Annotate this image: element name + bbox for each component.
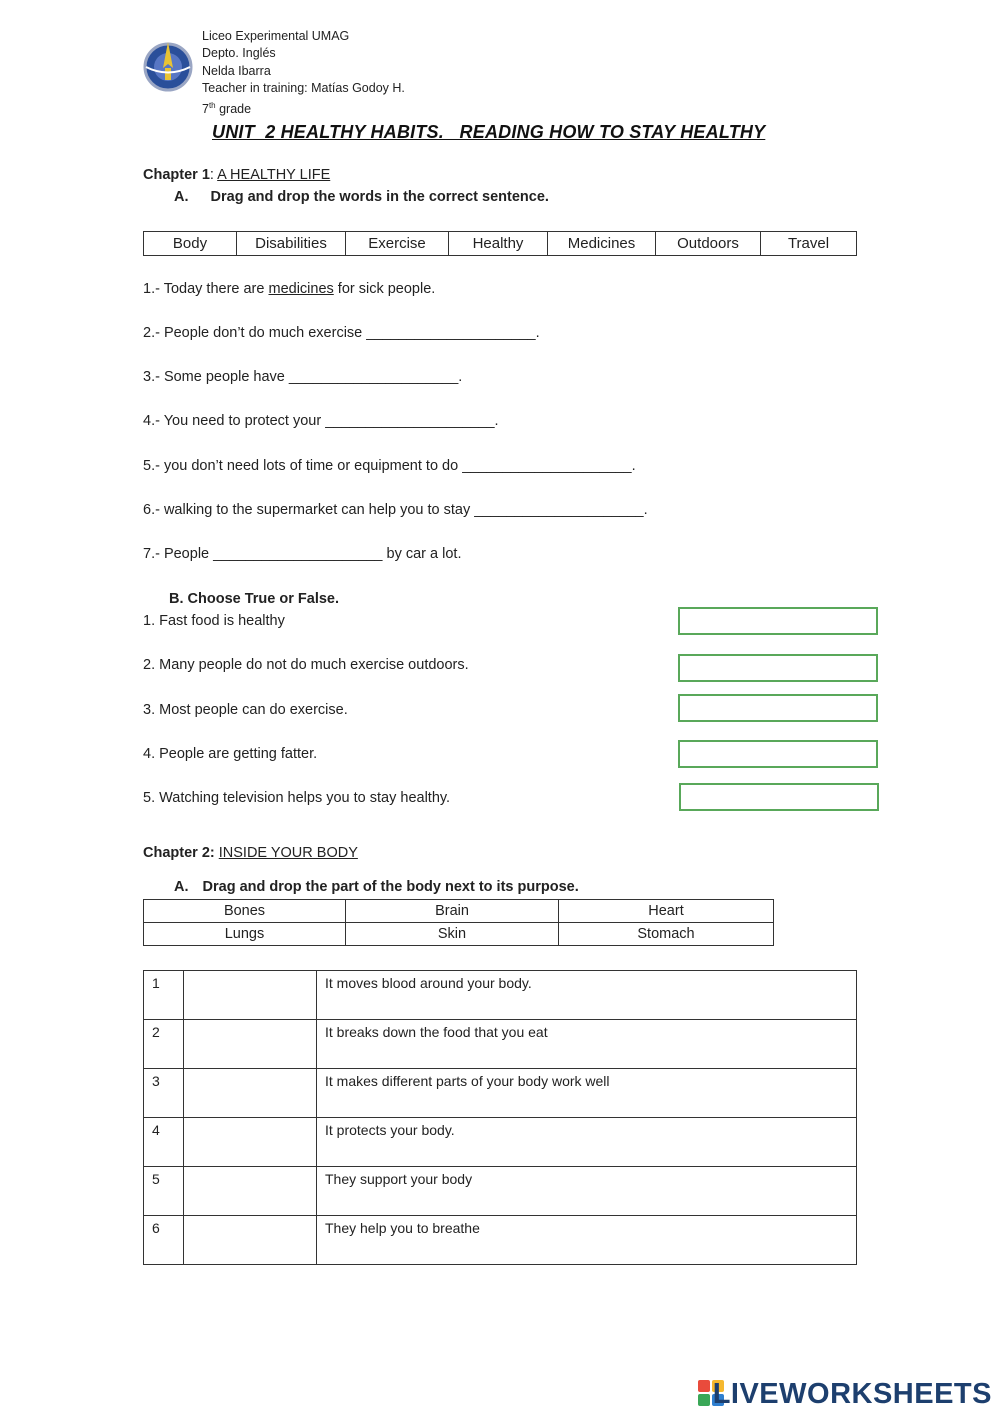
purpose-text: They support your body: [317, 1167, 857, 1216]
tf-statement: 3. Most people can do exercise.: [143, 702, 348, 718]
tf-statement: 1. Fast food is healthy: [143, 613, 285, 629]
department: Depto. Inglés: [202, 46, 276, 60]
sentence-text: 5.- you don’t need lots of time or equipment to do: [143, 458, 463, 474]
body-part-item[interactable]: Brain: [346, 900, 559, 923]
sentence-1: [143, 281, 435, 297]
sentence-text: .: [643, 502, 648, 518]
tf-statement: 5. Watching television helps you to stay healthy.: [143, 790, 451, 806]
tf-answer-box-4[interactable]: [678, 740, 878, 768]
word-bank-item[interactable]: Exercise: [346, 232, 449, 256]
drop-zone[interactable]: [184, 1167, 317, 1216]
sentence-text: 6.- walking to the supermarket can help you to stay: [143, 502, 475, 518]
sentence-text: 7.- People: [143, 546, 214, 562]
sentence-text: 1.- Today there are: [143, 281, 269, 297]
table-row: [144, 1069, 857, 1118]
table-row: [144, 1020, 857, 1069]
answer-blank[interactable]: _____________________: [474, 502, 644, 518]
body-part-item[interactable]: Lungs: [144, 923, 346, 946]
sentence-6: [143, 502, 648, 518]
section-b-title: B. Choose True or False.: [169, 591, 340, 607]
tf-statement: 2. Many people do not do much exercise outdoors.: [143, 657, 469, 673]
drop-zone[interactable]: [184, 971, 317, 1020]
row-number: 1: [144, 971, 184, 1020]
grade: [202, 97, 251, 119]
purpose-text: It makes different parts of your body work well: [317, 1069, 857, 1118]
chapter2-name: INSIDE YOUR BODY: [218, 845, 358, 861]
row-number: 2: [144, 1020, 184, 1069]
teacher-name: Nelda Ibarra: [202, 64, 271, 78]
purpose-text: It moves blood around your body.: [317, 971, 857, 1020]
answer-blank[interactable]: _____________________: [325, 413, 495, 429]
word-bank-item[interactable]: Medicines: [548, 232, 656, 256]
sentence-answer[interactable]: medicines: [268, 281, 334, 297]
sentence-7: [143, 546, 461, 562]
grade-word: grade: [219, 102, 252, 117]
table-row: [144, 1167, 857, 1216]
row-number: 5: [144, 1167, 184, 1216]
body-part-item[interactable]: Stomach: [559, 923, 774, 946]
tf-answer-box-3[interactable]: [678, 694, 878, 722]
sentence-3: [143, 369, 462, 385]
chapter1-label: Chapter 1: [143, 167, 210, 183]
sentence-text: 3.- Some people have: [143, 369, 289, 385]
page-title: UNIT 2 HEALTHY HABITS. READING HOW TO STAY HEALTHY: [212, 122, 766, 142]
table-row: [144, 971, 857, 1020]
body-part-item[interactable]: Skin: [346, 923, 559, 946]
sentence-text: .: [631, 458, 636, 474]
chapter1-name: A HEALTHY LIFE: [217, 167, 331, 183]
school-name: Liceo Experimental UMAG: [202, 29, 350, 43]
table-row: [144, 1216, 857, 1265]
trainee-name: Teacher in training: Matías Godoy H.: [202, 81, 405, 95]
word-bank-item[interactable]: Outdoors: [656, 232, 761, 256]
row-number: 4: [144, 1118, 184, 1167]
answer-blank[interactable]: _____________________: [366, 325, 536, 341]
school-logo: [140, 38, 196, 94]
section-a-letter: A.: [174, 189, 189, 205]
sentence-text: for sick people.: [333, 281, 436, 297]
sentence-text: 2.- People don’t do much exercise: [143, 325, 367, 341]
sentence-2: [143, 325, 540, 341]
word-bank-item[interactable]: Travel: [761, 232, 857, 256]
tf-statement: 4. People are getting fatter.: [143, 746, 318, 762]
body-part-item[interactable]: Bones: [144, 900, 346, 923]
tf-answer-box-2[interactable]: [678, 654, 878, 682]
answer-blank[interactable]: _____________________: [462, 458, 632, 474]
word-bank-item[interactable]: Body: [144, 232, 237, 256]
word-bank-item[interactable]: Disabilities: [237, 232, 346, 256]
sentence-text: 4.- You need to protect your: [143, 413, 326, 429]
drop-zone[interactable]: [184, 1216, 317, 1265]
section-a-instructions: Drag and drop the words in the correct sentence.: [210, 189, 549, 205]
sentence-text: .: [458, 369, 463, 385]
word-bank: [143, 231, 857, 256]
grade-number: 7: [202, 102, 209, 117]
purpose-table: [143, 970, 857, 1265]
drop-zone[interactable]: [184, 1069, 317, 1118]
answer-blank[interactable]: _____________________: [288, 369, 459, 385]
chapter2-section-a: [174, 879, 579, 895]
sentence-text: .: [535, 325, 540, 341]
sentence-text: .: [494, 413, 499, 429]
drop-zone[interactable]: [184, 1118, 317, 1167]
drop-zone[interactable]: [184, 1020, 317, 1069]
sentence-text: by car a lot.: [382, 546, 462, 562]
sentence-5: [143, 458, 636, 474]
row-number: 6: [144, 1216, 184, 1265]
chapter1-sep: :: [209, 167, 218, 183]
answer-blank[interactable]: _____________________: [213, 546, 383, 562]
row-number: 3: [144, 1069, 184, 1118]
section-a-instructions: Drag and drop the part of the body next to its purpose.: [202, 879, 579, 895]
grade-suffix: th: [208, 101, 216, 110]
purpose-text: It protects your body.: [317, 1118, 857, 1167]
purpose-text: They help you to breathe: [317, 1216, 857, 1265]
body-part-bank: [143, 899, 774, 946]
tf-answer-box-5[interactable]: [679, 783, 879, 811]
tf-answer-box-1[interactable]: [678, 607, 878, 635]
liveworksheets-brand: LIVEWORKSHEETS: [712, 1378, 992, 1410]
table-row: [144, 1118, 857, 1167]
chapter1-heading: [143, 167, 330, 183]
purpose-text: It breaks down the food that you eat: [317, 1020, 857, 1069]
section-a-letter: A.: [174, 879, 189, 895]
word-bank-item[interactable]: Healthy: [449, 232, 548, 256]
chapter2-label: Chapter 2:: [143, 845, 215, 861]
body-part-item[interactable]: Heart: [559, 900, 774, 923]
chapter1-section-a: [174, 189, 549, 205]
chapter2-heading: [143, 845, 358, 861]
sentence-4: [143, 413, 499, 429]
